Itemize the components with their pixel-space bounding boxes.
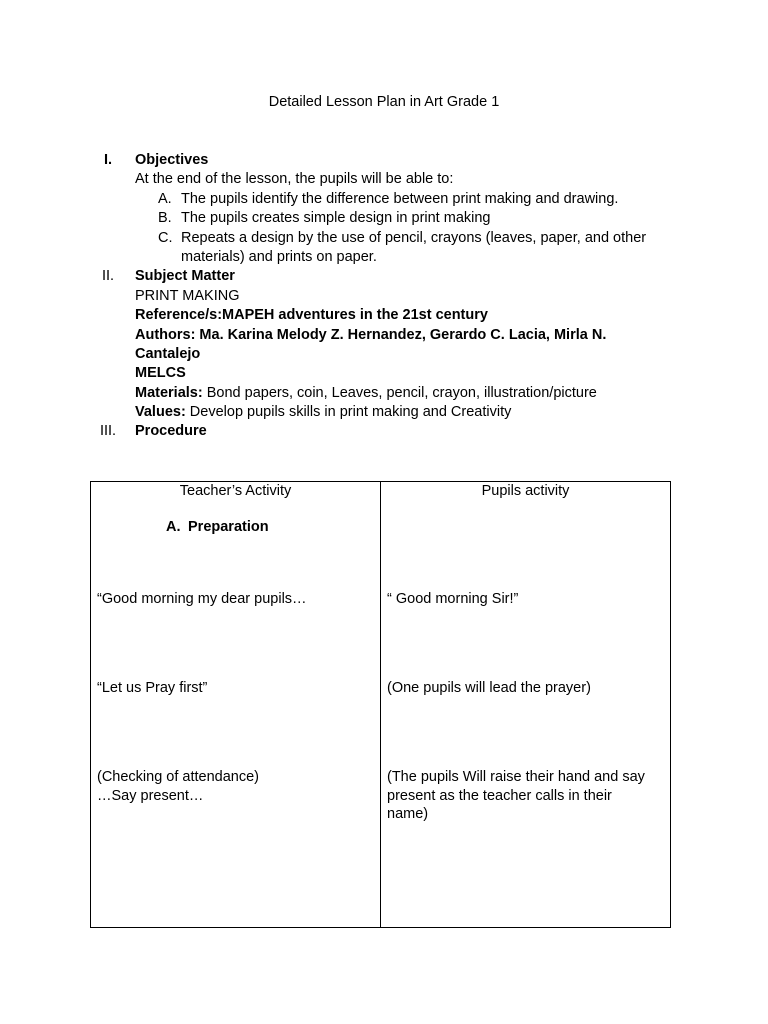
pupil-attendance-cont2: name) (387, 806, 429, 822)
teacher-attendance-cont: …Say present… (97, 788, 204, 804)
objective-item (0, 190, 768, 209)
objective-text: The pupils creates simple design in print making (181, 210, 491, 227)
objective-text-continued: materials) and prints on paper. (181, 248, 377, 265)
authors-row (0, 326, 768, 345)
column-divider (380, 482, 381, 927)
values-value: Develop pupils skills in print making and Creativity (185, 404, 512, 421)
objective-text: Repeats a design by the use of pencil, crayons (leaves, paper, and other (181, 229, 647, 246)
objective-letter: C. (158, 229, 173, 246)
lesson-outline (0, 151, 768, 442)
objectives-intro: At the end of the lesson, the pupils will be able to: (135, 171, 454, 188)
teacher-activity-header: Teacher’s Activity (179, 483, 292, 499)
melcs-row (0, 364, 768, 383)
materials-value: Bond papers, coin, Leaves, pencil, crayon, illustration/picture (202, 384, 597, 401)
values-label: Values: (135, 404, 186, 421)
teacher-attendance: (Checking of attendance) (97, 769, 260, 785)
section-numeral: III. (99, 423, 117, 440)
section-numeral: I. (103, 152, 113, 168)
objective-item (0, 229, 768, 248)
subject-matter-heading-row (0, 267, 768, 286)
objective-letter: A. (158, 190, 172, 207)
objective-letter: B. (158, 210, 172, 227)
pupil-attendance: (The pupils Will raise their hand and say (387, 769, 645, 785)
pupil-greeting: “ Good morning Sir!” (387, 591, 519, 607)
pupil-prayer: (One pupils will lead the prayer) (387, 680, 591, 696)
page-title: Detailed Lesson Plan in Art Grade 1 (268, 94, 500, 110)
values-line (135, 403, 678, 422)
authors-text: Authors: Ma. Karina Melody Z. Hernandez, Gerardo C. Lacia, Mirla N. (135, 326, 607, 343)
objectives-intro-row (0, 170, 768, 189)
preparation-letter: A. (166, 519, 181, 535)
reference-text: Reference/s:MAPEH adventures in the 21st century (135, 307, 488, 324)
teacher-prayer: “Let us Pray first” (97, 680, 208, 696)
values-row (0, 403, 768, 422)
objectives-heading: Objectives (135, 152, 209, 168)
objective-item-continued (0, 248, 768, 267)
teacher-greeting: “Good morning my dear pupils… (97, 591, 307, 607)
authors-row-continued (0, 345, 768, 364)
reference-row (0, 306, 768, 325)
subject-matter-heading: Subject Matter (135, 268, 235, 285)
pupil-attendance-cont: present as the teacher calls in their (387, 788, 612, 804)
preparation-label: Preparation (188, 519, 269, 535)
materials-row (0, 384, 768, 403)
procedure-heading-row (0, 422, 768, 441)
objective-item (0, 209, 768, 228)
pupils-activity-header: Pupils activity (481, 483, 570, 499)
procedure-table (90, 481, 671, 928)
topic-text: PRINT MAKING (135, 287, 240, 304)
materials-label: Materials: (135, 384, 203, 401)
objective-text: The pupils identify the difference between print making and drawing. (181, 190, 619, 207)
authors-text-continued: Cantalejo (135, 345, 201, 362)
objectives-heading-row (0, 151, 768, 170)
procedure-heading: Procedure (135, 423, 207, 440)
topic-row (0, 287, 768, 306)
section-numeral: II. (101, 268, 115, 285)
materials-line (135, 384, 678, 403)
melcs-text: MELCS (135, 365, 186, 382)
